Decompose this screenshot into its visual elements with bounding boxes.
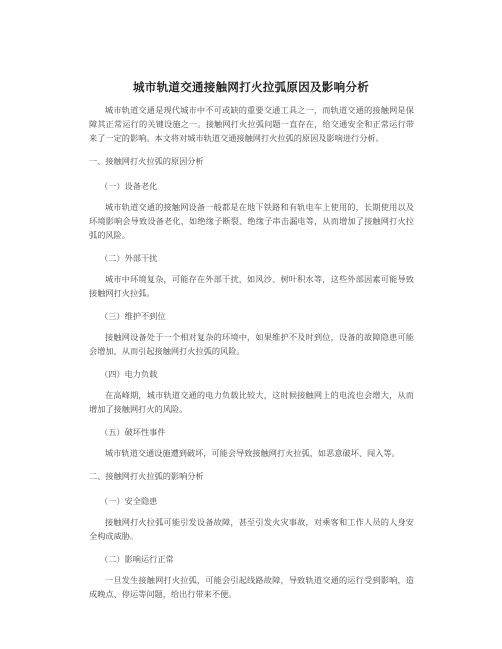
section-2-heading: 二、接触网打火拉弧的影响分析	[89, 471, 204, 481]
section-1-heading: 一、接触网打火拉弧的原因分析	[89, 156, 204, 166]
section-1-3-heading: （三）维护不到位	[100, 311, 166, 321]
document-title: 城市轨道交通接触网打火拉弧原因及影响分析	[133, 80, 369, 94]
intro-paragraph: 城市轨道交通是现代城市中不可或缺的重要交通工具之一，而轨道交通的接触网是保障其正常运行的关键设施之一。接触网打火拉弧问题一直存在，给交通安全和正常运行带来了一定的影响。本文将对城市轨道交通接触网打火拉弧的原因及影响进行分析。	[89, 105, 414, 143]
section-2-1-paragraph: 接触网打火拉弧可能引发设备故障，甚至引发火灾事故，对乘客和工作人员的人身安全构成威胁。	[89, 517, 414, 541]
section-1-5-paragraph: 城市轨道交通设施遭到破坏，可能会导致接触网打火拉弧，如恶意破坏、闯入等。	[105, 448, 400, 458]
section-1-5-heading: （五）破坏性事件	[100, 427, 166, 437]
section-1-3-paragraph: 接触网设备处于一个相对复杂的环境中，如果维护不及时到位，设备的故障隐患可能会增加，从而引起接触网打火拉弧的风险。	[89, 332, 414, 356]
section-1-2-heading: （二）外部干扰	[100, 253, 158, 263]
section-1-1-heading: （一）设备老化	[100, 181, 158, 191]
section-1-4-heading: （四）电力负载	[100, 369, 158, 379]
section-1-4-paragraph: 在高峰期，城市轨道交通的电力负载比较大，这时候接触网上的电流也会增大，从而增加了接触网打火的风险。	[89, 390, 414, 414]
section-1-2-paragraph: 城市中环境复杂，可能存在外部干扰，如风沙、树叶积水等，这些外部因素可能导致接触网打火拉弧。	[89, 274, 414, 298]
section-2-2-paragraph: 一旦发生接触网打火拉弧，可能会引起线路故障，导致轨道交通的运行受到影响，造成晚点、停运等问题，给出行带来不便。	[89, 575, 414, 599]
section-2-2-heading: （二）影响运行正常	[100, 554, 174, 564]
section-2-1-heading: （一）安全隐患	[100, 496, 158, 506]
section-1-1-paragraph: 城市轨道交通的接触网设备一般都是在地下铁路和有轨电车上使用的，长期使用以及环境影响会导致设备老化，如绝缘子断裂、绝缘子串击漏电等，从而增加了接触网打火拉弧的风险。	[89, 202, 414, 240]
